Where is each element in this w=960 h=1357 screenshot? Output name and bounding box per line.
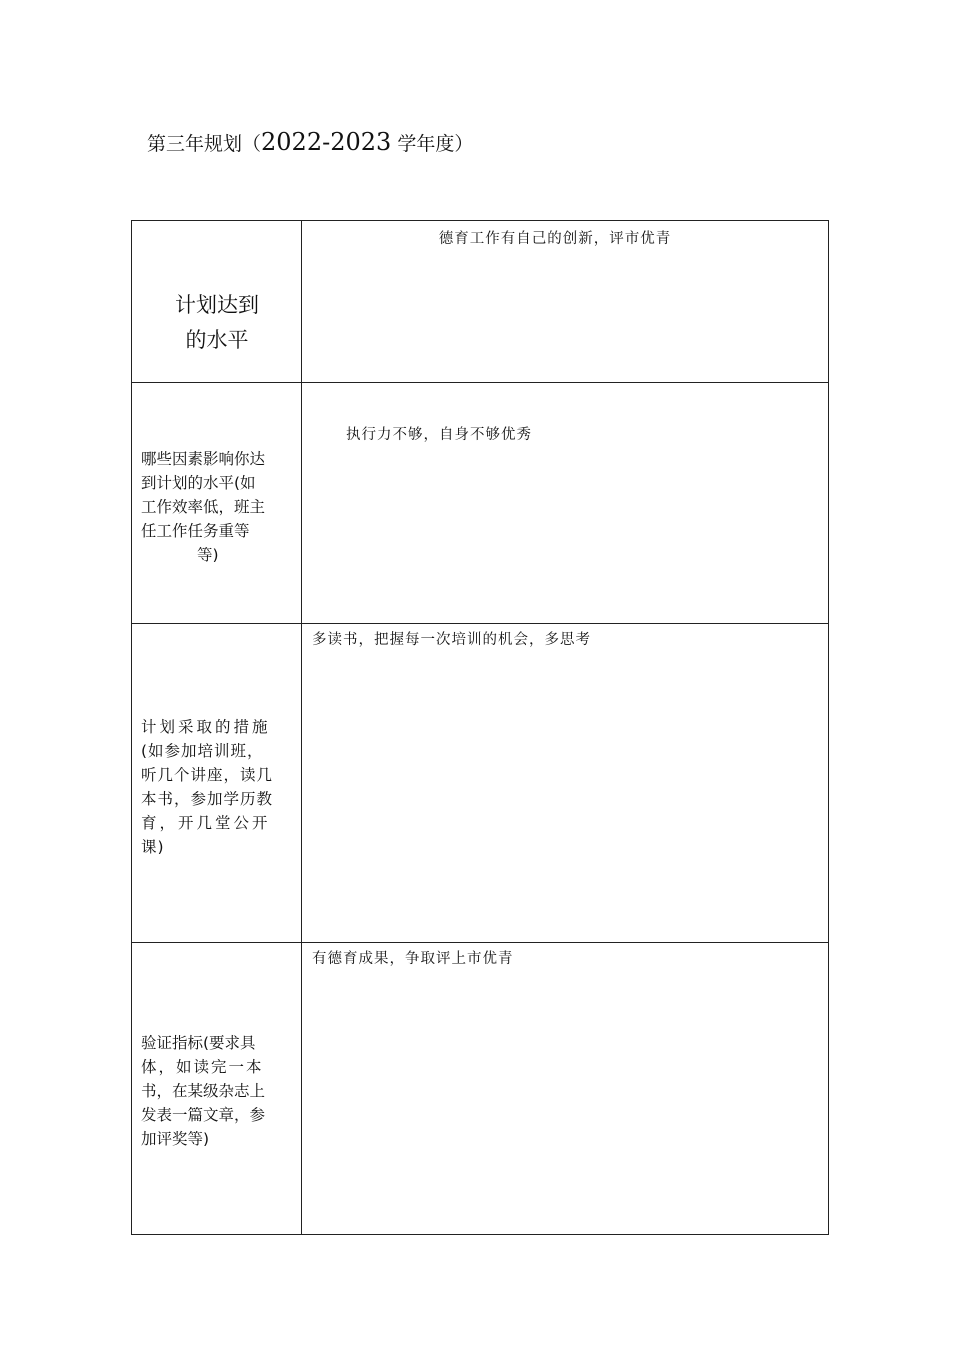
label-line: 书，在某级杂志上 xyxy=(141,1081,266,1100)
content-text: 执行力不够，自身不够优秀 xyxy=(346,427,532,443)
page-title xyxy=(147,128,473,156)
content-cell-factors xyxy=(302,383,829,624)
label-line: 课) xyxy=(141,838,165,856)
table-row-measures xyxy=(132,624,829,943)
label-line: 任工作任务重等 xyxy=(141,522,250,540)
table-row-target-level xyxy=(132,221,829,383)
label-line: 发表一篇文章，参 xyxy=(141,1105,266,1124)
content-text: 有德育成果，争取评上市优青 xyxy=(312,951,514,967)
label-line: 计划达到 xyxy=(175,292,259,317)
content-cell-verification xyxy=(302,943,829,1235)
label-cell-factors xyxy=(132,383,302,624)
label-line: 哪些因素影响你达 xyxy=(141,450,266,468)
table-row-verification xyxy=(132,943,829,1235)
plan-table xyxy=(131,220,829,1235)
content-cell-target-level xyxy=(302,221,829,383)
table-row-factors xyxy=(132,383,829,624)
label-line: 听几个讲座，读几 xyxy=(141,766,274,784)
label-line: 体，如读完一本 xyxy=(141,1057,264,1076)
label-line: 育，开几堂公开 xyxy=(141,814,271,832)
label-cell-verification xyxy=(132,943,302,1235)
label-line: 加评奖等) xyxy=(141,1129,210,1148)
label-line: 的水平 xyxy=(185,327,249,352)
label-line: 工作效率低，班主 xyxy=(141,498,266,516)
content-text: 多读书，把握每一次培训的机会，多思考 xyxy=(312,632,591,648)
content-text: 德育工作有自己的创新，评市优青 xyxy=(438,231,672,247)
label-line: 本书，参加学历教 xyxy=(141,790,274,808)
content-cell-measures xyxy=(302,624,829,943)
title-prefix: 第三年规划（ xyxy=(147,133,262,155)
title-years: 2022-2023 xyxy=(261,128,392,156)
label-cell-target-level xyxy=(132,221,302,383)
label-line: 计划采取的措施 xyxy=(141,718,271,736)
label-line: 验证指标(要求具 xyxy=(141,1033,256,1052)
label-line: 到计划的水平(如 xyxy=(141,474,256,492)
label-line: 等) xyxy=(197,546,219,564)
label-cell-measures xyxy=(132,624,302,943)
label-line: (如参加培训班， xyxy=(141,742,264,760)
title-suffix: 学年度） xyxy=(391,133,474,155)
